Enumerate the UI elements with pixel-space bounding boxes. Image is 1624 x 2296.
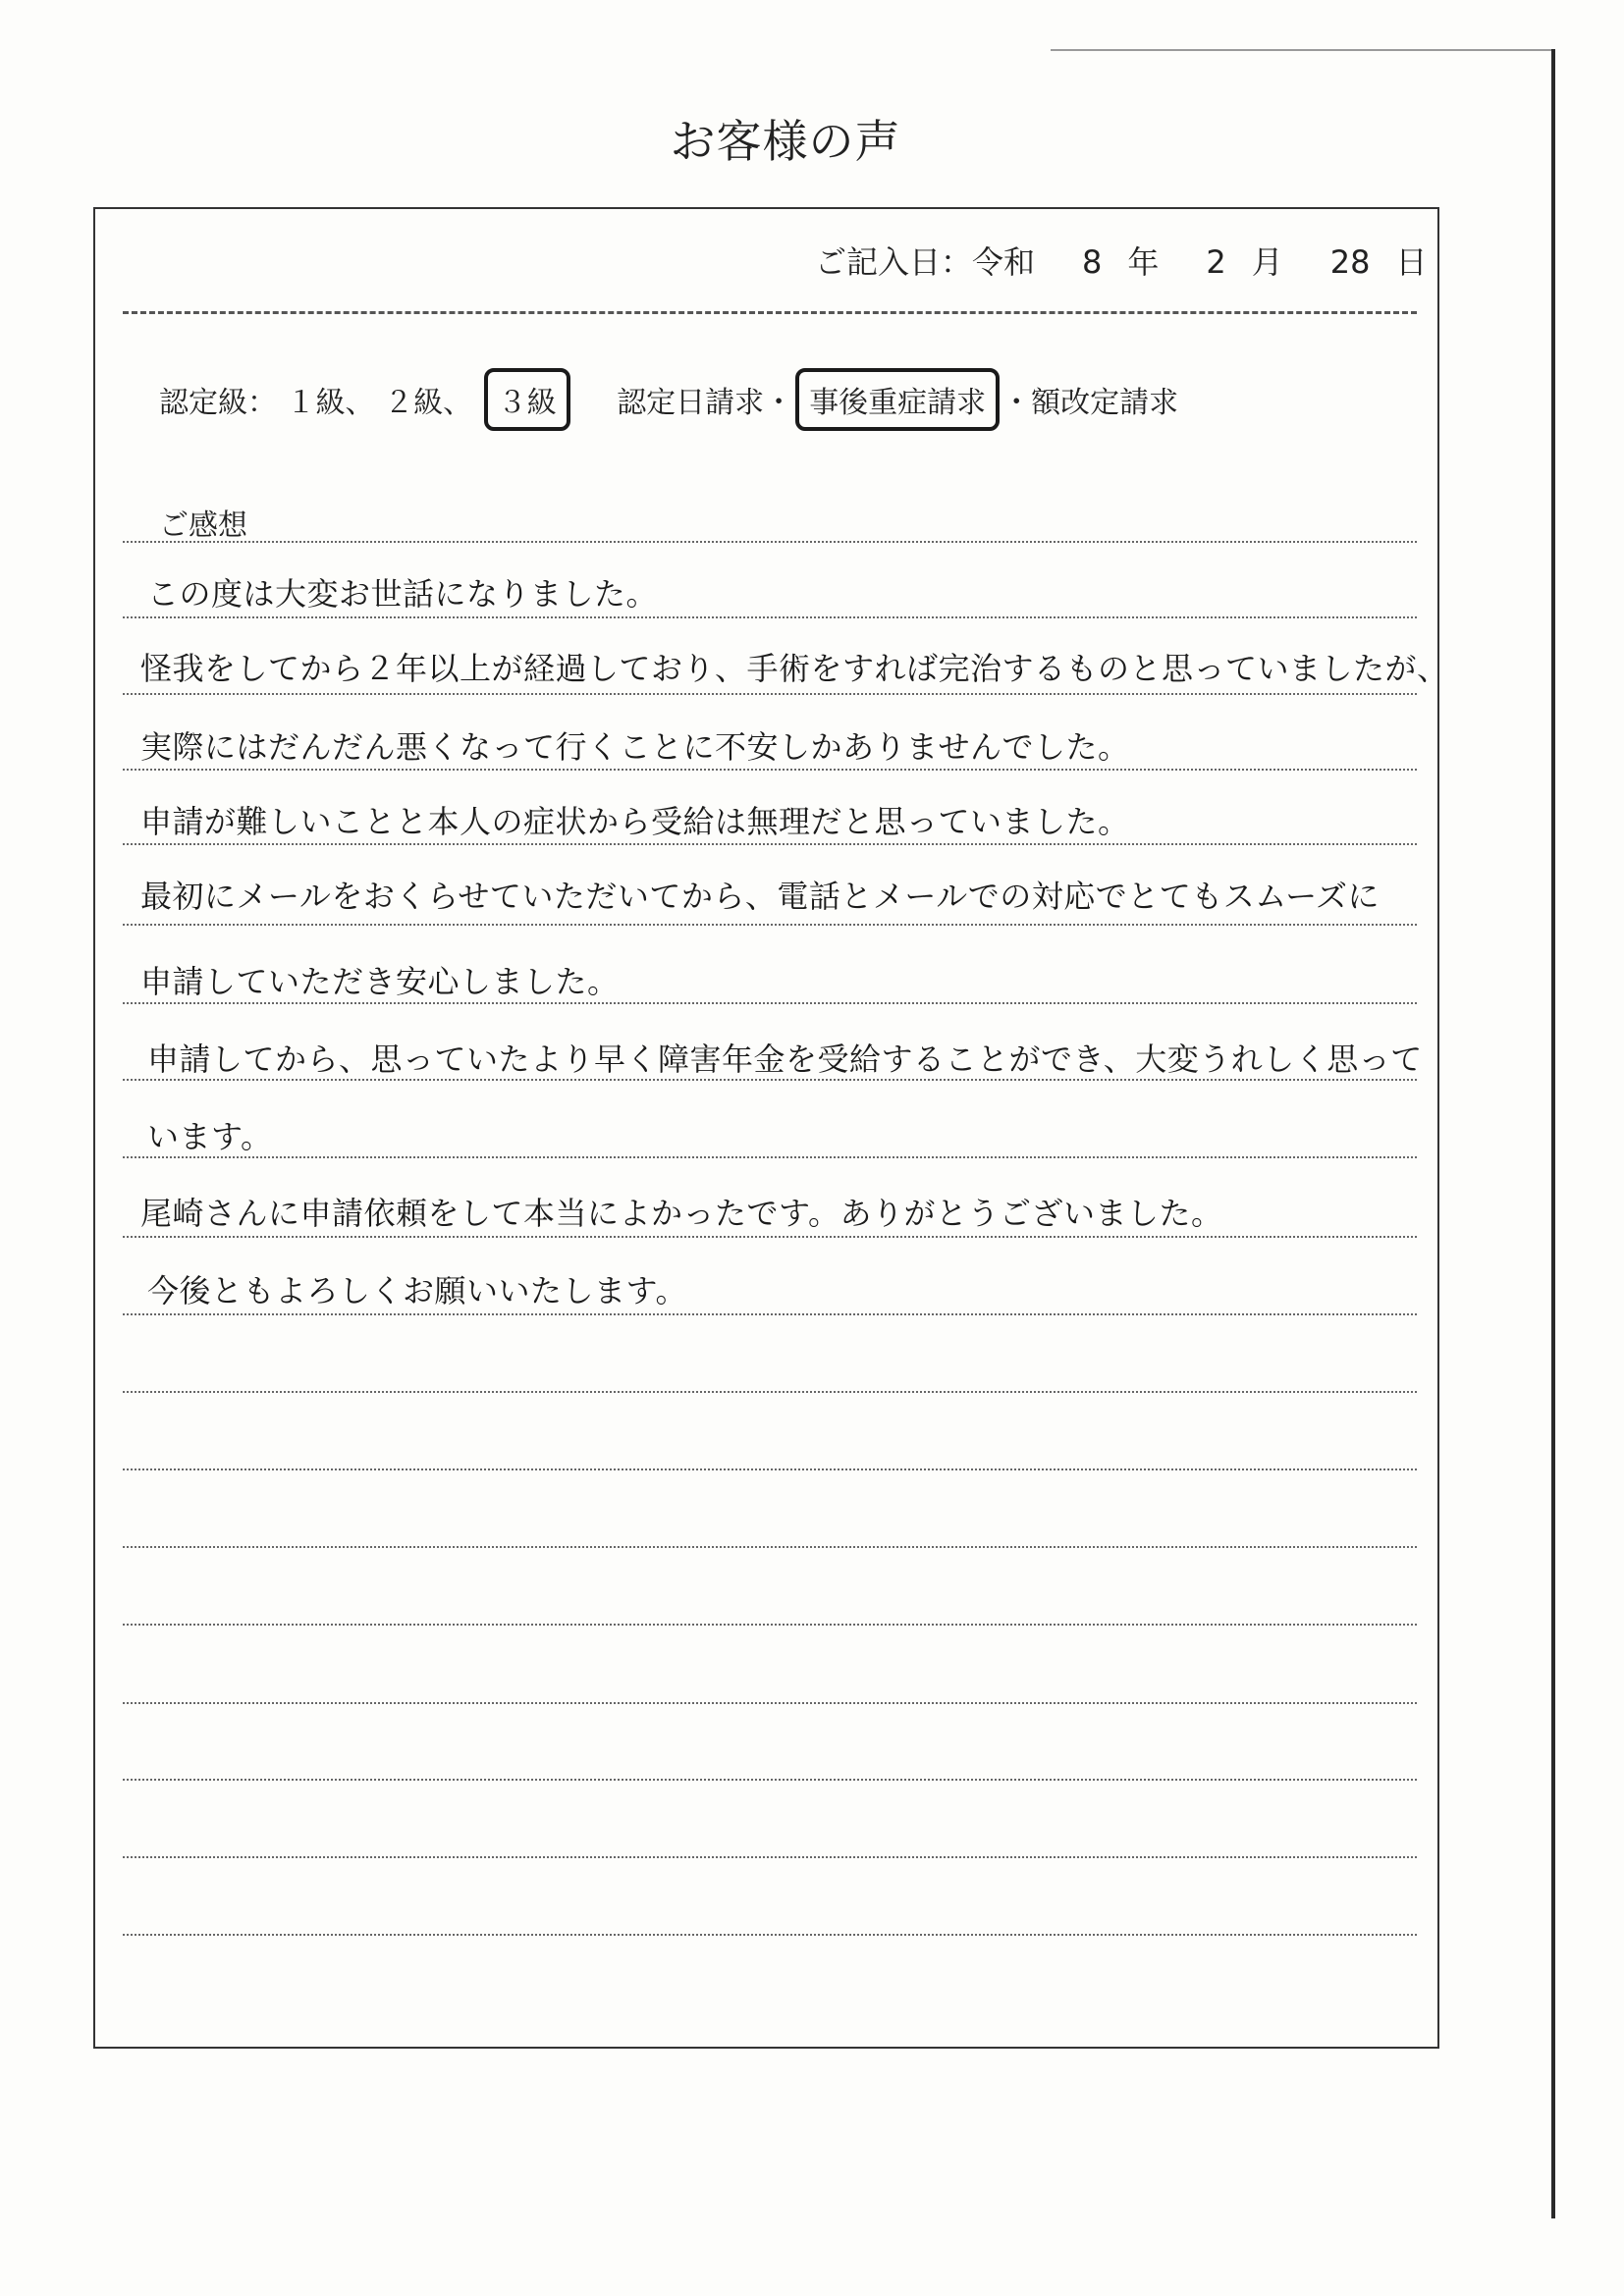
ruled-line [123, 616, 1417, 618]
impression-line: 申請してから、思っていたより早く障害年金を受給することができ、大変うれしく思って [147, 1041, 1423, 1078]
impression-line: 怪我をしてから２年以上が経過しており、手術をすれば完治するものと思っていましたが、 [140, 650, 1449, 687]
impression-line: 尾崎さんに申請依頼をして本当によかったです。ありがとうございました。 [140, 1195, 1223, 1232]
ruled-line [123, 1934, 1417, 1936]
ruled-line [123, 1856, 1417, 1858]
impression-line: います。 [147, 1118, 273, 1155]
grade-option-1: １級、 [286, 386, 375, 420]
ruled-line [123, 1391, 1417, 1393]
entry-date-month: 2 [1206, 243, 1226, 281]
ruled-line [123, 693, 1417, 695]
ruled-line [123, 1236, 1417, 1238]
ruled-line [123, 1468, 1417, 1470]
ruled-line [123, 1624, 1417, 1626]
grade-row [159, 368, 1178, 431]
entry-date-label: ご記入日：令和 [815, 243, 1036, 281]
entry-date-year: 8 [1082, 243, 1103, 281]
grade-option-3-circled: ３級 [484, 368, 570, 431]
entry-date-month-unit: 月 [1251, 243, 1283, 281]
impression-line: 申請していただき安心しました。 [140, 963, 620, 1000]
impression-line: 実際にはだんだん悪くなって行くことに不安しかありませんでした。 [140, 728, 1130, 766]
claim-option-2-circled: 事後重症請求 [795, 368, 1000, 431]
entry-date-row [815, 238, 1428, 283]
ruled-line [123, 1702, 1417, 1704]
entry-date-day: 28 [1329, 243, 1371, 281]
ruled-line [123, 924, 1417, 926]
ruled-line [123, 1002, 1417, 1004]
page-top-edge [1051, 49, 1553, 51]
claim-option-1: 認定日請求・ [617, 386, 794, 420]
header-separator [123, 311, 1417, 314]
impression-line: この度は大変お世話になりました。 [147, 575, 659, 613]
ruled-line [123, 541, 1417, 543]
entry-date-day-unit: 日 [1395, 243, 1428, 281]
ruled-line [123, 1156, 1417, 1158]
ruled-line [123, 843, 1417, 845]
claim-option-3: ・額改定請求 [1001, 386, 1179, 420]
ruled-line [123, 1779, 1417, 1781]
impression-line: 最初にメールをおくらせていただいてから、電話とメールでの対応でとてもスムーズに [140, 878, 1380, 915]
ruled-line [123, 1546, 1417, 1548]
ruled-line [123, 769, 1417, 771]
grade-label: 認定級： [159, 386, 277, 420]
form-frame [93, 207, 1439, 2049]
page-right-edge [1551, 49, 1555, 2218]
impression-line: 申請が難しいことと本人の症状から受給は無理だと思っていました。 [140, 803, 1130, 840]
impressions-label: ご感想 [159, 508, 247, 543]
grade-option-2: ２級、 [384, 386, 473, 420]
impression-line: 今後ともよろしくお願いいたします。 [147, 1272, 687, 1309]
ruled-line [123, 1313, 1417, 1315]
page-title: お客様の声 [670, 115, 901, 168]
entry-date-year-unit: 年 [1127, 243, 1160, 281]
